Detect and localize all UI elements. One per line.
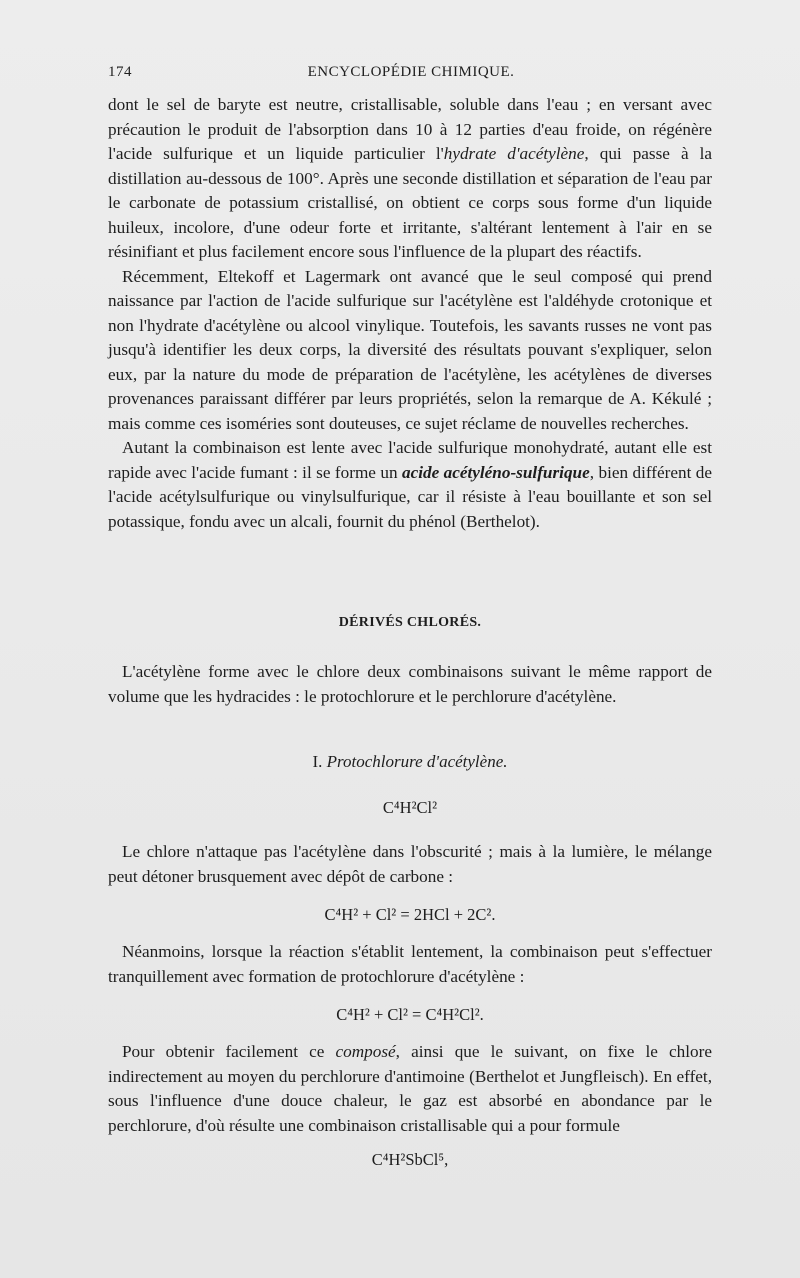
formula-combinaison: C⁴H² + Cl² = C⁴H²Cl². [336,1005,484,1024]
paragraph-lumiere: Le chlore n'attaque pas l'acétylène dans l'obscurité ; mais à la lumière, le mélange peut détoner brusquement avec dépôt de carbone : [108,842,712,886]
paragraph-acide-fumant: Autant la combinaison est lente avec l'acide sulfurique monohydraté, autant elle est rapide avec l'acide fumant : il se forme un acide acétyléno-sulfurique, bien différent de l'acide acétylsulfurique ou vinylsulfurique, car il résiste à l'eau bouillante et son sel potassique, fondu avec un alcali, fournit du phénol (Berthelot). [108,438,713,531]
formula-protochlorure: C⁴H²Cl² [382,798,438,817]
paragraph-eltekoff: Récemment, Eltekoff et Lagermark ont avancé que le seul composé qui prend naissance par l'action de l'acide sulfurique sur l'acétylène est l'aldéhyde crotonique et non l'hydrate d'acétylène ou alcool vinylique. Toutefois, les savants russes ne vont pas jusqu'à identifier les deux corps, la diversité des résultats pouvant s'expliquer, selon eux, par la nature du mode de préparation de l'acétylène, les acétylènes de diverses provenances paraissant différer par leurs propriétés, selon la remarque de A. Kékulé ; mais comme ces isoméries sont douteuses, ce sujet réclame de nouvelles recherches. [108,266,712,433]
paragraph-hydrate: dont le sel de baryte est neutre, cristallisable, soluble dans l'eau ; en versant avec précaution le produit de l'absorption dans 10 à 12 parties d'eau froide, on régénère l'acide sulfurique et un liquide particulier l'hydrate d'acétylène, qui passe à la distillation au-dessous de 100°. Après une seconde distillation et séparation de l'eau par le carbonate de potassium cristallisé, on obtient ce corps sous forme d'un liquide huileux, incolore, d'une odeur forte et irritante, s'altérant lentement à l'air en se résinifiant et plus facilement encore sous l'influence de la plupart des réactifs. [108,95,712,261]
page-number: 174 [108,64,132,80]
section-title: DÉRIVÉS CHLORÉS. [338,615,482,630]
formula-antimoine: C⁴H²SbCl⁵, [371,1150,449,1169]
paragraph-chlore-intro: L'acétylène forme avec le chlore deux combinaisons suivant le même rapport de volume que les hydracides : le protochlorure et le perchlorure d'acétylène. [108,662,712,706]
paragraph-perchlorure: Pour obtenir facilement ce composé, ainsi que le suivant, on fixe le chlore indirectement au moyen du perchlorure d'antimoine (Berthelot et Jungfleisch). En effet, sous l'influence d'une douce chaleur, le gaz est absorbé en abondance par le perchlorure, d'où résulte une combinaison cristallisable qui a pour formule [108,1042,712,1135]
page-header [108,64,714,86]
formula-detonation: C⁴H² + Cl² = 2HCl + 2C². [324,905,496,924]
subsection-title: I. Protochlorure d'acétylène. [312,752,508,771]
body-text-top [108,93,712,534]
paragraph-neanmoins: Néanmoins, lorsque la réaction s'établit lentement, la combinaison peut s'effectuer tranquillement avec formation de protochlorure d'acétylène : [108,942,712,986]
running-title: ENCYCLOPÉDIE CHIMIQUE. [307,64,515,80]
